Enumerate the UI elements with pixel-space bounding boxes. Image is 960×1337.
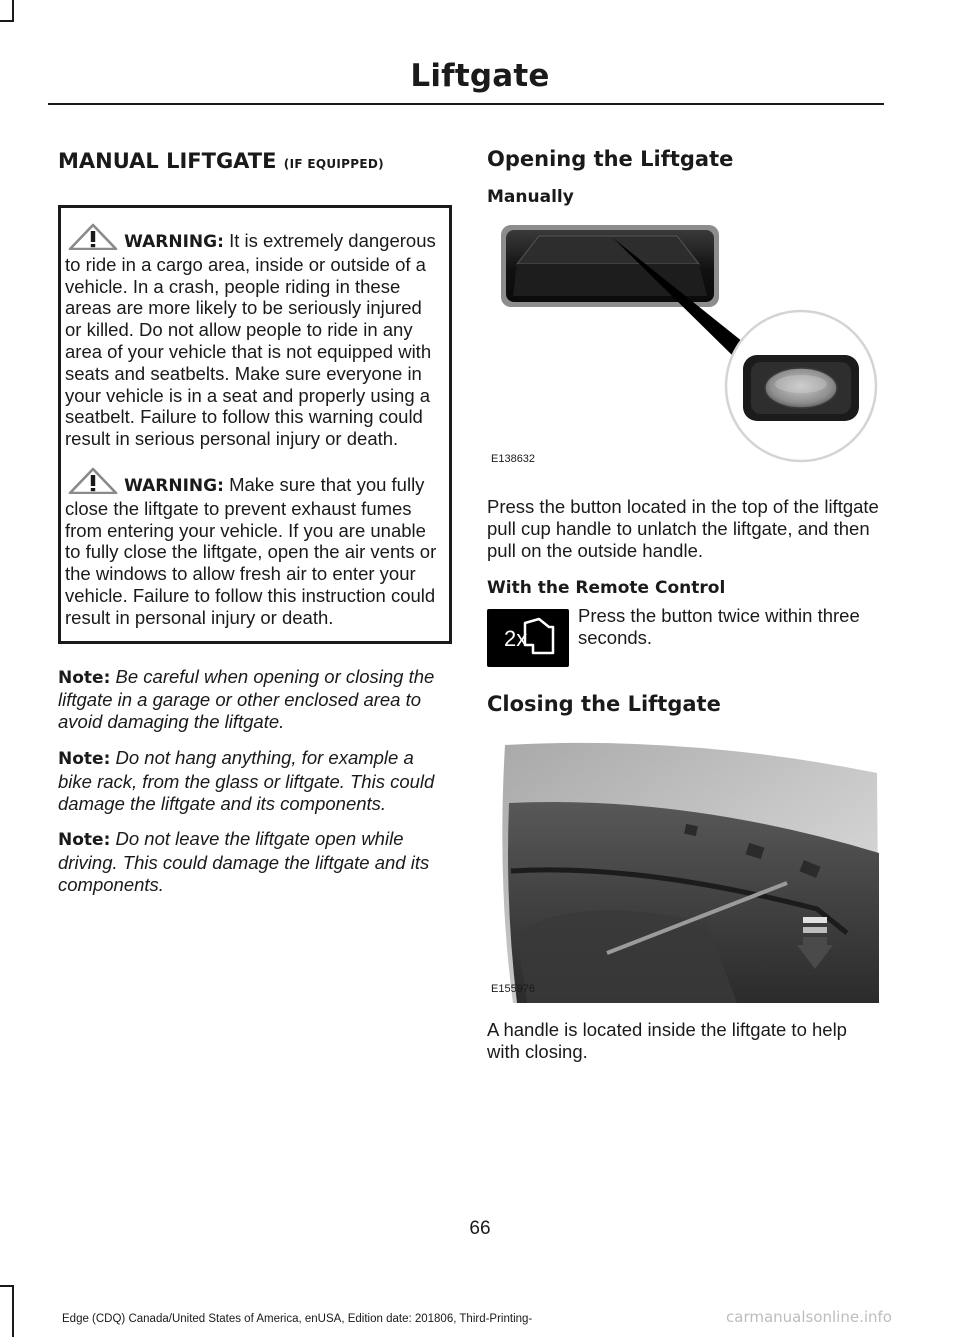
note-text: Do not leave the liftgate open while driving. This could damage the liftgate and its components.: [58, 828, 430, 895]
warning-triangle-icon: [67, 222, 119, 250]
warning-paragraph-2: [65, 466, 441, 629]
figure-liftgate-interior: [487, 733, 879, 1003]
section-title-text: MANUAL LIFTGATE: [58, 149, 277, 173]
warning-label: WARNING:: [124, 475, 224, 496]
section-title: [58, 148, 446, 177]
figure-code: E155976: [491, 983, 536, 996]
edition-footer: Edge (CDQ) Canada/United States of America, enUSA, Edition date: 201806, Third-Printing-: [62, 1313, 533, 1325]
figure-liftgate-handle: [487, 224, 879, 482]
note-label: Note:: [58, 830, 111, 851]
closing-title: Closing the Liftgate: [487, 692, 721, 717]
note-3: [58, 828, 446, 895]
note-text: Be careful when opening or closing the liftgate in a garage or other enclosed area to avoid damaging the liftgate.: [58, 665, 435, 733]
note-1: [58, 666, 446, 733]
warning-box: [58, 205, 452, 644]
warning-text: Make sure that you fully close the liftgate to prevent exhaust fumes from entering your vehicle. If you are unable to fully close the liftgate, open the air vents or the windows to allow fresh air to enter your vehicle. Failure to follow this instruction could result in personal injury or death.: [65, 473, 437, 628]
note-label: Note:: [58, 748, 111, 769]
watermark: carmanualsonline.info: [726, 1308, 892, 1326]
note-label: Note:: [58, 667, 111, 688]
warning-text: It is extremely dangerous to ride in a cargo area, inside or outside of a vehicle. In a crash, people riding in these areas are more likely to be seriously injured or killed. Do not allow people to ride in any area of your vehicle that is not equipped with seats and seatbelts. Make sure everyone in your vehicle is in a seat and properly using a seatbelt. Failure to follow this warning could result in serious personal injury or death.: [65, 230, 436, 450]
liftgate-interior-photo: [487, 733, 879, 1003]
warning-triangle-icon: [67, 466, 119, 494]
manually-title: Manually: [487, 187, 574, 207]
remote-instruction-row: [487, 605, 879, 667]
remote-text: Press the button twice within three seconds.: [578, 605, 860, 649]
page-header-title: Liftgate: [410, 58, 550, 94]
warning-paragraph-1: [65, 222, 441, 450]
crop-mark-top-left-v: [12, 0, 14, 22]
remote-icon-label: 2x: [504, 626, 528, 652]
closing-text: A handle is located inside the liftgate to help with closing.: [487, 1019, 847, 1063]
warning-label: WARNING:: [124, 232, 224, 252]
right-column: [487, 146, 879, 1063]
page-number: 66: [469, 1218, 491, 1239]
liftgate-handle-illustration: [487, 224, 879, 482]
crop-mark-top-left-h: [0, 20, 14, 22]
note-text: Do not hang anything, for example a bike rack, from the glass or liftgate. This could damage the liftgate and its components.: [58, 746, 435, 814]
manually-text: Press the button located in the top of the liftgate pull cup handle to unlatch the liftgate, and then pull on the outside handle.: [487, 496, 879, 561]
liftgate-remote-icon: [487, 609, 569, 667]
section-title-qualifier: (IF EQUIPPED): [283, 157, 384, 171]
left-column: [58, 148, 446, 896]
crop-mark-bottom-left-v: [12, 1285, 14, 1337]
remote-title: With the Remote Control: [487, 578, 726, 599]
note-2: [58, 747, 446, 814]
header-rule: [48, 103, 884, 105]
opening-title: Opening the Liftgate: [487, 147, 734, 171]
figure-code: E138632: [491, 453, 536, 465]
crop-mark-bottom-left-h: [0, 1285, 14, 1287]
